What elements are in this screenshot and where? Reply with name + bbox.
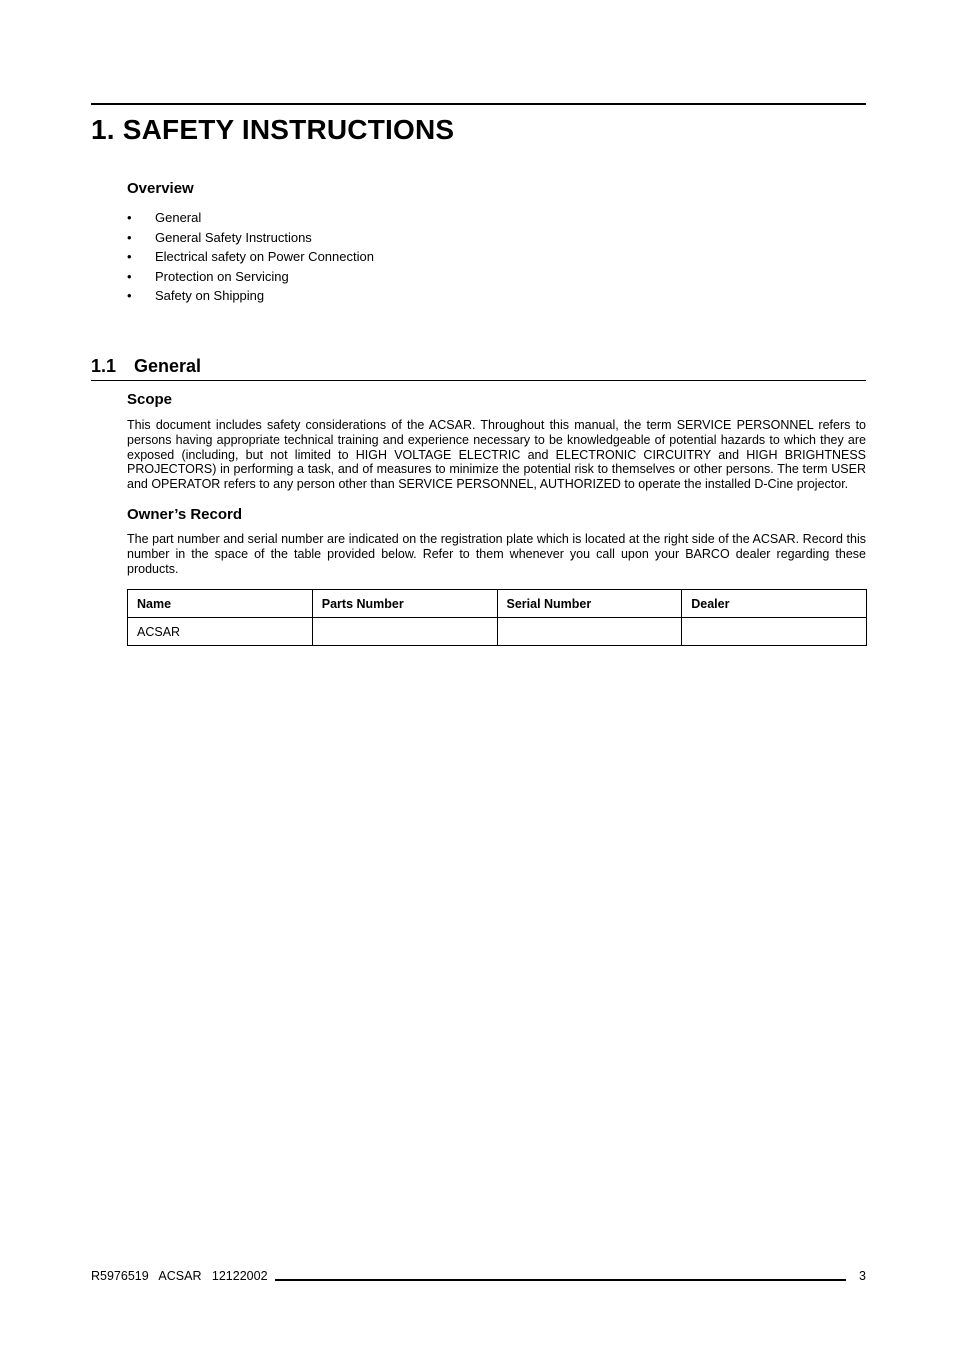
overview-item-label: General [155, 210, 202, 225]
table-header-dealer: Dealer [682, 590, 867, 618]
chapter-top-rule [91, 103, 866, 105]
table-cell-parts-number [312, 618, 497, 646]
overview-list-item [127, 247, 866, 267]
overview-item-label: Safety on Shipping [155, 288, 265, 303]
section-title [91, 355, 866, 381]
table-cell-dealer [682, 618, 867, 646]
bullet-icon: • [127, 268, 132, 284]
section-title-text: General [134, 356, 202, 376]
scope-block [127, 391, 866, 492]
table-header-name: Name [128, 590, 313, 618]
table-cell-name: ACSAR [128, 618, 313, 646]
table-cell-serial-number [497, 618, 682, 646]
overview-item-label: General Safety Instructions [155, 229, 312, 245]
owners-record-table [127, 589, 867, 646]
footer-doc-ref: R5976519 ACSAR 12122002 [91, 1269, 268, 1283]
owners-record-heading: Owner’s Record [127, 506, 243, 523]
footer-page-number: 3 [859, 1269, 866, 1283]
overview-block [127, 180, 866, 306]
overview-item-label: Electrical safety on Power Connection [155, 249, 374, 264]
overview-list-item [127, 286, 866, 306]
scope-heading: Scope [127, 391, 173, 408]
bullet-icon: • [127, 288, 132, 303]
section-number: 1.1 [91, 356, 117, 376]
owners-record-paragraph: The part number and serial number are indicated on the registration plate which is located at the right side of the ACSAR. Record this number in the space of the table provided below. Refer to them whenever you call upon your BARCO dealer regarding these products. [127, 532, 866, 576]
overview-list-item [127, 228, 866, 248]
overview-list-item [127, 208, 866, 228]
table-header-serial-number: Serial Number [497, 590, 682, 618]
overview-list [127, 208, 866, 306]
overview-list-item [127, 267, 866, 287]
overview-heading: Overview [127, 180, 194, 197]
chapter-title: 1. SAFETY INSTRUCTIONS [91, 114, 455, 145]
bullet-icon: • [127, 249, 132, 264]
footer-rule [275, 1279, 846, 1281]
scope-paragraph: This document includes safety considerations of the ACSAR. Throughout this manual, the term SERVICE PERSONNEL refers to persons having appropriate technical training and experience necessary to be knowledgeable of potential hazards to which they are exposed (including, but not limited to HIGH VOLTAGE ELECTRIC and ELECTRONIC CIRCUITRY and HIGH BRIGHTNESS PROJECTORS) in performing a task, and of measures to minimize the potential risk to themselves or other persons. The term USER and OPERATOR refers to any person other than SERVICE PERSONNEL, AUTHORIZED to operate the installed D-Cine projector. [127, 418, 866, 492]
table-header-parts-number: Parts Number [312, 590, 497, 618]
bullet-icon: • [127, 229, 132, 245]
table-header-row [128, 590, 867, 618]
bullet-icon: • [127, 210, 132, 225]
owners-record-block [127, 506, 866, 576]
table-row [128, 618, 867, 646]
overview-item-label: Protection on Servicing [155, 268, 289, 284]
